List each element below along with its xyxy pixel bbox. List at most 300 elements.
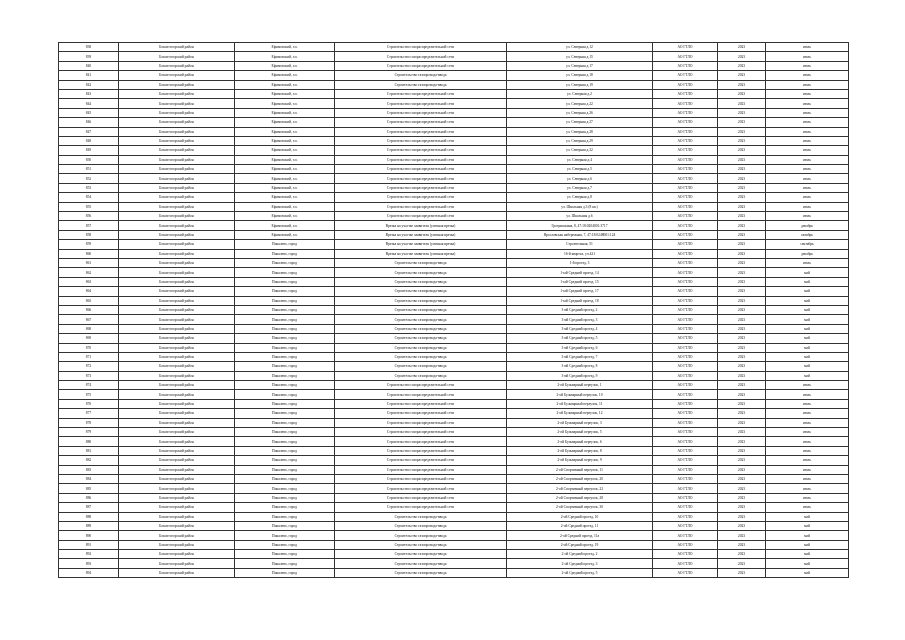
month-cell: июль: [766, 418, 849, 427]
row-number-cell: 893: [59, 559, 119, 568]
row-number-cell: 874: [59, 381, 119, 390]
address-cell: 1-ый Средний проезд, 17: [507, 287, 653, 296]
work-type-cell: Строительство газопровода-ввода: [335, 296, 507, 305]
address-cell: ул. Северная д.27: [507, 118, 653, 127]
district-cell: Бокситогорский район: [119, 99, 235, 108]
month-cell: июль: [766, 99, 849, 108]
table-row: [59, 193, 849, 202]
address-cell: 2-ой Бульварный переулок, 5: [507, 428, 653, 437]
address-cell: Ярославская набережная, 7, 47:18:0248001:124: [507, 230, 653, 239]
organization-cell: АО ГТЛО: [653, 390, 718, 399]
year-cell: 2023: [718, 390, 766, 399]
table-row: [59, 174, 849, 183]
month-cell: июль: [766, 174, 849, 183]
row-number-cell: 850: [59, 155, 119, 164]
district-cell: Бокситогорский район: [119, 540, 235, 549]
month-cell: июль: [766, 503, 849, 512]
year-cell: 2023: [718, 446, 766, 455]
year-cell: 2023: [718, 305, 766, 314]
row-number-cell: 844: [59, 99, 119, 108]
work-type-cell: Строительство газораспределительной сети: [335, 202, 507, 211]
month-cell: декабрь: [766, 221, 849, 230]
work-type-cell: Врезка на участке заявителя (уличная врезка): [335, 230, 507, 239]
address-cell: ул. Школьная д.6: [507, 212, 653, 221]
address-cell: 2-ой Спортивный переулок, 11: [507, 465, 653, 474]
district-cell: Бокситогорский район: [119, 456, 235, 465]
month-cell: июль: [766, 409, 849, 418]
district-cell: Бокситогорский район: [119, 465, 235, 474]
year-cell: 2023: [718, 503, 766, 512]
year-cell: 2023: [718, 146, 766, 155]
organization-cell: АО ГТЛО: [653, 221, 718, 230]
district-cell: Бокситогорский район: [119, 221, 235, 230]
month-cell: май: [766, 362, 849, 371]
table-row: [59, 568, 849, 577]
settlement-cell: Пикалево, город: [235, 437, 335, 446]
row-number-cell: 871: [59, 352, 119, 361]
district-cell: Бокситогорский район: [119, 127, 235, 136]
address-cell: Гротришкина, 8, 47:18:0204001:3717: [507, 221, 653, 230]
table-row: [59, 136, 849, 145]
settlement-cell: Пикалево, город: [235, 296, 335, 305]
month-cell: июль: [766, 381, 849, 390]
district-cell: Бокситогорский район: [119, 343, 235, 352]
table-row: [59, 287, 849, 296]
work-type-cell: Строительство газопровода-ввода: [335, 512, 507, 521]
work-type-cell: Строительство газопровода-ввода: [335, 550, 507, 559]
district-cell: Бокситогорский район: [119, 118, 235, 127]
table-row: [59, 465, 849, 474]
address-cell: 2-ой Бульварный переулок, 1: [507, 381, 653, 390]
district-cell: Бокситогорский район: [119, 165, 235, 174]
address-cell: ул. Школьная д.3 (8 кв.): [507, 202, 653, 211]
settlement-cell: Ефимовский, г.п.: [235, 136, 335, 145]
year-cell: 2023: [718, 287, 766, 296]
year-cell: 2023: [718, 521, 766, 530]
month-cell: май: [766, 287, 849, 296]
work-type-cell: Строительство газораспределительной сети: [335, 183, 507, 192]
organization-cell: АО ГТЛО: [653, 381, 718, 390]
organization-cell: АО ГТЛО: [653, 474, 718, 483]
row-number-cell: 849: [59, 146, 119, 155]
row-number-cell: 855: [59, 202, 119, 211]
work-type-cell: Строительство газораспределительной сети: [335, 127, 507, 136]
district-cell: Бокситогорский район: [119, 568, 235, 577]
organization-cell: АО ГТЛО: [653, 437, 718, 446]
table-row: [59, 559, 849, 568]
organization-cell: АО ГТЛО: [653, 362, 718, 371]
district-cell: Бокситогорский район: [119, 399, 235, 408]
year-cell: 2023: [718, 456, 766, 465]
district-cell: Бокситогорский район: [119, 493, 235, 502]
year-cell: 2023: [718, 230, 766, 239]
organization-cell: АО ГТЛО: [653, 43, 718, 52]
organization-cell: АО ГТЛО: [653, 324, 718, 333]
month-cell: июль: [766, 183, 849, 192]
organization-cell: АО ГТЛО: [653, 484, 718, 493]
row-number-cell: 856: [59, 212, 119, 221]
year-cell: 2023: [718, 249, 766, 258]
month-cell: июль: [766, 474, 849, 483]
district-cell: Бокситогорский район: [119, 315, 235, 324]
month-cell: май: [766, 531, 849, 540]
organization-cell: АО ГТЛО: [653, 465, 718, 474]
address-cell: 3-ий Средний проезд, 5: [507, 334, 653, 343]
work-type-cell: Строительство газораспределительной сети: [335, 174, 507, 183]
table-row: [59, 531, 849, 540]
district-cell: Бокситогорский район: [119, 324, 235, 333]
work-type-cell: Строительство газораспределительной сети: [335, 52, 507, 61]
table-row: [59, 381, 849, 390]
settlement-cell: Пикалево, город: [235, 418, 335, 427]
month-cell: июль: [766, 146, 849, 155]
work-type-cell: Строительство газораспределительной сети: [335, 146, 507, 155]
year-cell: 2023: [718, 127, 766, 136]
district-cell: Бокситогорский район: [119, 249, 235, 258]
address-cell: 2-ой Средний проезд, 3: [507, 559, 653, 568]
settlement-cell: Ефимовский, г.п.: [235, 202, 335, 211]
settlement-cell: Пикалево, город: [235, 371, 335, 380]
table-row: [59, 409, 849, 418]
row-number-cell: 847: [59, 127, 119, 136]
work-type-cell: Строительство газораспределительной сети: [335, 99, 507, 108]
table-row: [59, 512, 849, 521]
settlement-cell: Пикалево, город: [235, 315, 335, 324]
address-cell: ул. Северная д.5: [507, 165, 653, 174]
work-type-cell: Строительство газопровода-ввода: [335, 334, 507, 343]
address-cell: ул. Северная д.17: [507, 61, 653, 70]
row-number-cell: 846: [59, 118, 119, 127]
row-number-cell: 879: [59, 428, 119, 437]
settlement-cell: Пикалево, город: [235, 381, 335, 390]
month-cell: июль: [766, 165, 849, 174]
district-cell: Бокситогорский район: [119, 418, 235, 427]
work-type-cell: Строительство газораспределительной сети: [335, 446, 507, 455]
settlement-cell: Пикалево, город: [235, 305, 335, 314]
settlement-cell: Ефимовский, г.п.: [235, 155, 335, 164]
row-number-cell: 864: [59, 287, 119, 296]
district-cell: Бокситогорский район: [119, 71, 235, 80]
settlement-cell: Ефимовский, г.п.: [235, 193, 335, 202]
year-cell: 2023: [718, 531, 766, 540]
month-cell: май: [766, 268, 849, 277]
year-cell: 2023: [718, 418, 766, 427]
settlement-cell: Ефимовский, г.п.: [235, 230, 335, 239]
work-type-cell: Строительство газораспределительной сети: [335, 118, 507, 127]
district-cell: Бокситогорский район: [119, 202, 235, 211]
work-type-cell: Строительство газораспределительной сети: [335, 409, 507, 418]
address-cell: 2-ой Средний проезд, 2: [507, 550, 653, 559]
district-cell: Бокситогорский район: [119, 80, 235, 89]
address-cell: 2-ой Бульварный переулок, 10: [507, 390, 653, 399]
work-type-cell: Строительство газораспределительной сети: [335, 418, 507, 427]
organization-cell: АО ГТЛО: [653, 80, 718, 89]
table-row: [59, 521, 849, 530]
settlement-cell: Пикалево, город: [235, 399, 335, 408]
year-cell: 2023: [718, 550, 766, 559]
organization-cell: АО ГТЛО: [653, 52, 718, 61]
organization-cell: АО ГТЛО: [653, 230, 718, 239]
table-row: [59, 212, 849, 221]
organization-cell: АО ГТЛО: [653, 503, 718, 512]
year-cell: 2023: [718, 399, 766, 408]
table-row: [59, 493, 849, 502]
district-cell: Бокситогорский район: [119, 503, 235, 512]
organization-cell: АО ГТЛО: [653, 287, 718, 296]
settlement-cell: Пикалево, город: [235, 240, 335, 249]
settlement-cell: Ефимовский, г.п.: [235, 118, 335, 127]
organization-cell: АО ГТЛО: [653, 568, 718, 577]
organization-cell: АО ГТЛО: [653, 165, 718, 174]
organization-cell: АО ГТЛО: [653, 155, 718, 164]
settlement-cell: Пикалево, город: [235, 352, 335, 361]
settlement-cell: Ефимовский, г.п.: [235, 183, 335, 192]
row-number-cell: 889: [59, 521, 119, 530]
work-type-cell: Строительство газопровода-ввода: [335, 531, 507, 540]
work-type-cell: Строительство газораспределительной сети: [335, 61, 507, 70]
work-type-cell: Строительство газораспределительной сети: [335, 43, 507, 52]
district-cell: Бокситогорский район: [119, 146, 235, 155]
row-number-cell: 842: [59, 80, 119, 89]
organization-cell: АО ГТЛО: [653, 183, 718, 192]
work-type-cell: Строительство газопровода-ввода: [335, 521, 507, 530]
work-type-cell: Строительство газопровода-ввода: [335, 352, 507, 361]
table-row: [59, 202, 849, 211]
month-cell: июль: [766, 399, 849, 408]
work-type-cell: Строительство газопровода-ввода: [335, 568, 507, 577]
year-cell: 2023: [718, 568, 766, 577]
address-cell: Строительная, 51: [507, 240, 653, 249]
address-cell: 2-ой Спортивный переулок, 22: [507, 484, 653, 493]
row-number-cell: 863: [59, 277, 119, 286]
address-cell: ул. Северная д.26: [507, 108, 653, 117]
row-number-cell: 891: [59, 540, 119, 549]
organization-cell: АО ГТЛО: [653, 193, 718, 202]
settlement-cell: Ефимовский, г.п.: [235, 99, 335, 108]
work-type-cell: Строительство газопровода-ввода: [335, 324, 507, 333]
row-number-cell: 875: [59, 390, 119, 399]
year-cell: 2023: [718, 381, 766, 390]
work-type-cell: Строительство газопровода-ввода: [335, 540, 507, 549]
district-cell: Бокситогорский район: [119, 287, 235, 296]
address-cell: 2-ой Спортивный переулок, 30: [507, 503, 653, 512]
row-number-cell: 885: [59, 484, 119, 493]
table-row: [59, 343, 849, 352]
district-cell: Бокситогорский район: [119, 296, 235, 305]
organization-cell: АО ГТЛО: [653, 89, 718, 98]
month-cell: май: [766, 277, 849, 286]
year-cell: 2023: [718, 43, 766, 52]
work-type-cell: Строительство газораспределительной сети: [335, 428, 507, 437]
work-type-cell: Строительство газораспределительной сети: [335, 399, 507, 408]
table-row: [59, 484, 849, 493]
organization-cell: АО ГТЛО: [653, 315, 718, 324]
year-cell: 2023: [718, 324, 766, 333]
month-cell: июль: [766, 71, 849, 80]
table-row: [59, 165, 849, 174]
year-cell: 2023: [718, 71, 766, 80]
address-cell: 2-ой Бульварный переулок, 9: [507, 456, 653, 465]
row-number-cell: 862: [59, 268, 119, 277]
row-number-cell: 853: [59, 183, 119, 192]
year-cell: 2023: [718, 193, 766, 202]
settlement-cell: Пикалево, город: [235, 249, 335, 258]
work-type-cell: Врезка на участке заявителя (уличная врезка): [335, 240, 507, 249]
row-number-cell: 859: [59, 240, 119, 249]
row-number-cell: 873: [59, 371, 119, 380]
row-number-cell: 860: [59, 249, 119, 258]
organization-cell: АО ГТЛО: [653, 118, 718, 127]
organization-cell: АО ГТЛО: [653, 305, 718, 314]
table-row: [59, 296, 849, 305]
table-row: [59, 43, 849, 52]
district-cell: Бокситогорский район: [119, 437, 235, 446]
month-cell: июль: [766, 428, 849, 437]
work-type-cell: Строительство газораспределительной сети: [335, 165, 507, 174]
address-cell: 3-ий Средний проезд, 6: [507, 343, 653, 352]
month-cell: июль: [766, 493, 849, 502]
month-cell: июль: [766, 61, 849, 70]
settlement-cell: Пикалево, город: [235, 531, 335, 540]
work-type-cell: Врезка на участке заявителя (уличная врезка): [335, 221, 507, 230]
address-cell: 3-ий Средний проезд, 4: [507, 324, 653, 333]
table-row: [59, 183, 849, 192]
row-number-cell: 877: [59, 409, 119, 418]
year-cell: 2023: [718, 296, 766, 305]
row-number-cell: 851: [59, 165, 119, 174]
settlement-cell: Пикалево, город: [235, 568, 335, 577]
address-cell: 1-ый Средний проезд, 14: [507, 268, 653, 277]
table-row: [59, 127, 849, 136]
table-row: [59, 258, 849, 267]
district-cell: Бокситогорский район: [119, 89, 235, 98]
month-cell: июль: [766, 108, 849, 117]
address-cell: 3-ий Средний проезд, 7: [507, 352, 653, 361]
year-cell: 2023: [718, 540, 766, 549]
district-cell: Бокситогорский район: [119, 474, 235, 483]
table-row: [59, 240, 849, 249]
row-number-cell: 883: [59, 465, 119, 474]
address-cell: 2-ой Спортивный переулок, 20: [507, 474, 653, 483]
district-cell: Бокситогорский район: [119, 305, 235, 314]
year-cell: 2023: [718, 202, 766, 211]
year-cell: 2023: [718, 315, 766, 324]
settlement-cell: Пикалево, город: [235, 521, 335, 530]
month-cell: май: [766, 521, 849, 530]
organization-cell: АО ГТЛО: [653, 540, 718, 549]
year-cell: 2023: [718, 61, 766, 70]
district-cell: Бокситогорский район: [119, 193, 235, 202]
row-number-cell: 888: [59, 512, 119, 521]
organization-cell: АО ГТЛО: [653, 531, 718, 540]
address-cell: 1-й проезд, 3: [507, 258, 653, 267]
organization-cell: АО ГТЛО: [653, 493, 718, 502]
address-cell: 1-ый Средний проезд, 15: [507, 277, 653, 286]
district-cell: Бокситогорский район: [119, 277, 235, 286]
row-number-cell: 870: [59, 343, 119, 352]
settlement-cell: Ефимовский, г.п.: [235, 52, 335, 61]
table-row: [59, 118, 849, 127]
district-cell: Бокситогорский район: [119, 155, 235, 164]
row-number-cell: 894: [59, 568, 119, 577]
table-row: [59, 99, 849, 108]
row-number-cell: 880: [59, 437, 119, 446]
settlement-cell: Пикалево, город: [235, 334, 335, 343]
row-number-cell: 858: [59, 230, 119, 239]
address-cell: 2-ой Средний проезд, 11а: [507, 531, 653, 540]
table-row: [59, 89, 849, 98]
address-cell: ул. Северная д.15: [507, 52, 653, 61]
row-number-cell: 869: [59, 334, 119, 343]
address-cell: 2-ой Средний проезд, 11: [507, 521, 653, 530]
district-cell: Бокситогорский район: [119, 531, 235, 540]
year-cell: 2023: [718, 99, 766, 108]
table-row: [59, 550, 849, 559]
month-cell: июль: [766, 465, 849, 474]
year-cell: 2023: [718, 334, 766, 343]
table-row: [59, 446, 849, 455]
table-row: [59, 146, 849, 155]
month-cell: май: [766, 568, 849, 577]
month-cell: май: [766, 512, 849, 521]
year-cell: 2023: [718, 80, 766, 89]
organization-cell: АО ГТЛО: [653, 409, 718, 418]
table-row: [59, 61, 849, 70]
address-cell: ул. Северная д.22: [507, 99, 653, 108]
organization-cell: АО ГТЛО: [653, 146, 718, 155]
organization-cell: АО ГТЛО: [653, 334, 718, 343]
district-cell: Бокситогорский район: [119, 183, 235, 192]
organization-cell: АО ГТЛО: [653, 296, 718, 305]
row-number-cell: 878: [59, 418, 119, 427]
year-cell: 2023: [718, 559, 766, 568]
month-cell: июль: [766, 89, 849, 98]
month-cell: июль: [766, 456, 849, 465]
work-type-cell: Строительство газораспределительной сети: [335, 390, 507, 399]
organization-cell: АО ГТЛО: [653, 446, 718, 455]
district-cell: Бокситогорский район: [119, 409, 235, 418]
year-cell: 2023: [718, 493, 766, 502]
year-cell: 2023: [718, 240, 766, 249]
table-row: [59, 362, 849, 371]
address-cell: ул. Северная д.18: [507, 71, 653, 80]
address-cell: 3-ий Средний проезд, 2: [507, 305, 653, 314]
settlement-cell: Пикалево, город: [235, 258, 335, 267]
address-cell: ул. Северная д.28: [507, 127, 653, 136]
year-cell: 2023: [718, 277, 766, 286]
address-cell: 1-ый Средний проезд, 18: [507, 296, 653, 305]
address-cell: 2-ой Бульварный переулок, 6: [507, 437, 653, 446]
year-cell: 2023: [718, 512, 766, 521]
settlement-cell: Пикалево, город: [235, 512, 335, 521]
district-cell: Бокситогорский район: [119, 390, 235, 399]
month-cell: июль: [766, 258, 849, 267]
work-type-cell: Строительство газопровода-ввода: [335, 258, 507, 267]
table-row: [59, 230, 849, 239]
row-number-cell: 843: [59, 89, 119, 98]
organization-cell: АО ГТЛО: [653, 127, 718, 136]
row-number-cell: 892: [59, 550, 119, 559]
table-row: [59, 437, 849, 446]
organization-cell: АО ГТЛО: [653, 277, 718, 286]
settlement-cell: Ефимовский, г.п.: [235, 165, 335, 174]
year-cell: 2023: [718, 212, 766, 221]
work-type-cell: Строительство газопровода-ввода: [335, 305, 507, 314]
organization-cell: АО ГТЛО: [653, 512, 718, 521]
month-cell: сентябрь: [766, 240, 849, 249]
address-cell: 2-ой Средний проезд, 10: [507, 512, 653, 521]
row-number-cell: 868: [59, 324, 119, 333]
